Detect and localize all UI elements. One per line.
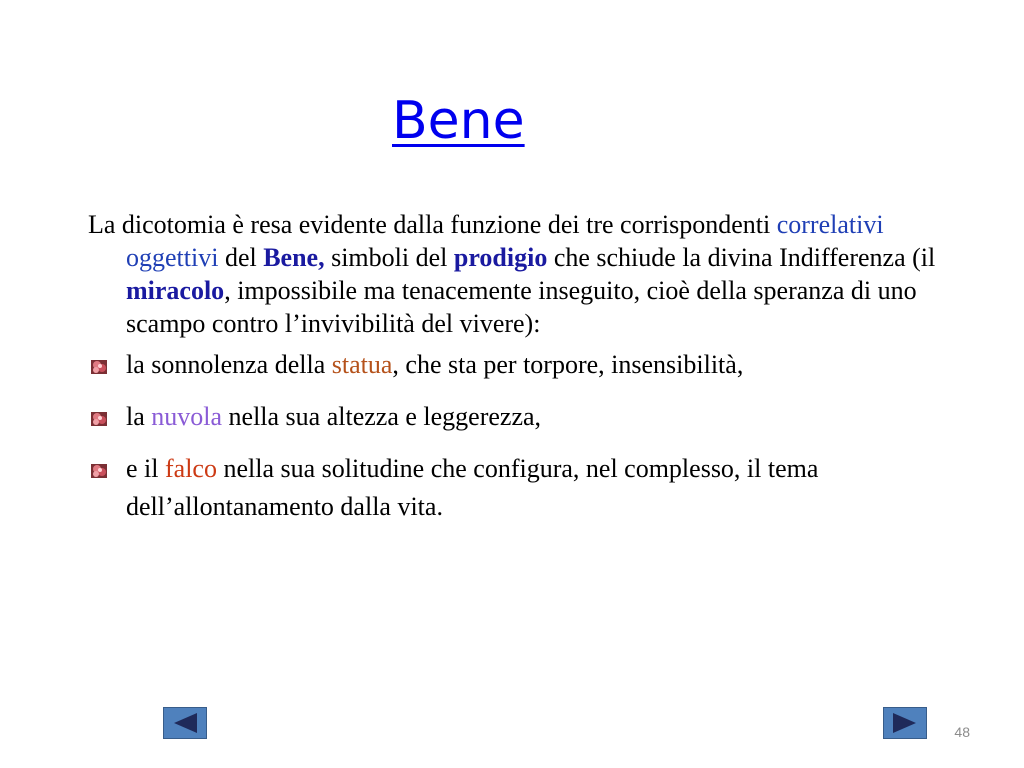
intro-text-4: che schiude la divina Indifferenza (il xyxy=(547,243,936,272)
intro-term-correlativi: correlativi oggettivi xyxy=(126,210,884,272)
intro-text-3: simboli del xyxy=(324,243,454,272)
bullet-falco xyxy=(88,450,938,526)
bullet-nuvola-text-1: la xyxy=(126,402,152,431)
intro-term-miracolo: miracolo xyxy=(126,276,225,305)
bullet-falco-highlight: falco xyxy=(165,454,217,483)
slide-title: Bene xyxy=(392,91,525,151)
next-slide-button[interactable] xyxy=(883,707,927,739)
bullet-statua-text-2: , che sta per torpore, insensibilità, xyxy=(392,350,744,379)
triangle-right-icon xyxy=(884,708,926,738)
intro-paragraph xyxy=(88,208,938,340)
bullet-statua xyxy=(88,346,938,384)
flower-bullet-icon xyxy=(90,411,108,427)
previous-slide-button[interactable] xyxy=(163,707,207,739)
intro-text-5: , impossibile ma tenacemente inseguito, cioè della speranza di uno scampo contro l’invivibilità del vivere): xyxy=(126,276,917,338)
bullet-falco-text-1: e il xyxy=(126,454,165,483)
bullet-statua-text-1: la sonnolenza della xyxy=(126,350,332,379)
bullet-nuvola xyxy=(88,398,938,436)
slide-body xyxy=(88,208,938,540)
intro-text-2: del xyxy=(218,243,264,272)
page-number: 48 xyxy=(954,724,970,740)
triangle-left-icon xyxy=(164,708,206,738)
bullet-nuvola-text-2: nella sua altezza e leggerezza, xyxy=(222,402,542,431)
bullet-nuvola-highlight: nuvola xyxy=(151,402,223,431)
bullet-falco-text-2: nella sua solitudine che configura, nel complesso, il tema dell’allontanamento dalla vita. xyxy=(126,454,819,521)
intro-text-1: La dicotomia è resa evidente dalla funzione dei tre corrispondenti xyxy=(88,210,777,239)
intro-term-prodigio: prodigio xyxy=(453,243,548,272)
intro-term-bene: Bene, xyxy=(263,243,325,272)
flower-bullet-icon xyxy=(90,359,108,375)
flower-bullet-icon xyxy=(90,463,108,479)
bullet-statua-highlight: statua xyxy=(331,350,393,379)
